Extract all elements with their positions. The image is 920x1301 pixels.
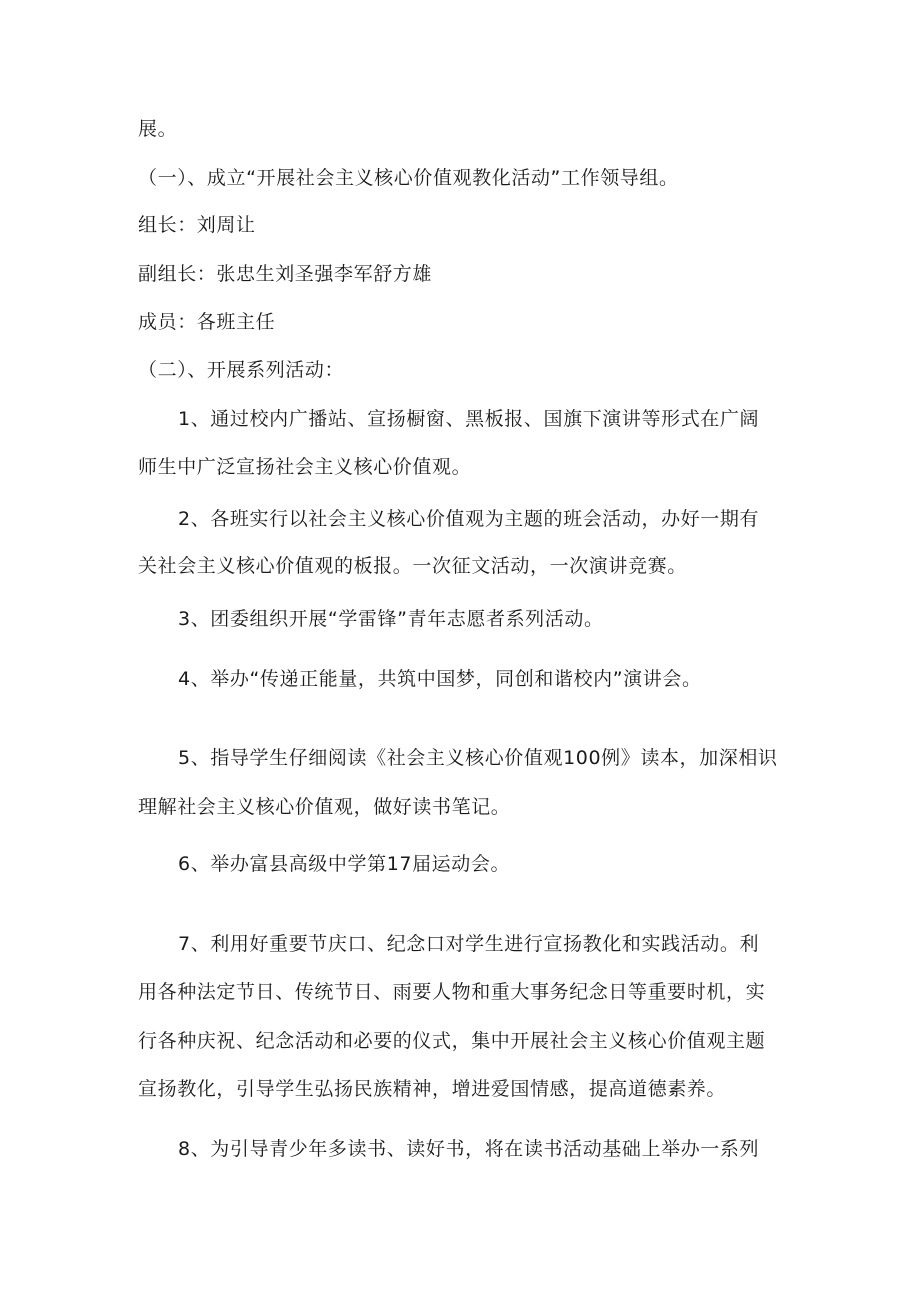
list-item-7-cont-1: 用各种法定节日、传统节日、雨要人物和重大事务纪念日等重要时机，实 (138, 981, 766, 1003)
section-heading-1: （一）、成立“开展社会主义核心价值观教化活动”工作领导组。 (138, 167, 679, 189)
list-item-4: 4、举办“传递正能量，共筑中国梦，同创和谐校内”演讲会。 (178, 668, 702, 690)
list-item-2: 2、各班实行以社会主义核心价值观为主题的班会活动，办好一期有 (178, 508, 760, 530)
list-item-2-cont: 关社会主义核心价值观的板报。一次征文活动，一次演讲竞赛。 (138, 555, 687, 577)
section-heading-2: （二）、开展系列活动： (138, 359, 345, 381)
text-line-deputy-leaders: 副组长：张忠生刘圣强李军舒方雄 (138, 263, 433, 285)
list-item-7-cont-3: 宣扬教化，引导学生弘扬民族精神，增进爱国情感，提高道德素养。 (138, 1078, 727, 1100)
list-item-1-cont: 师生中广泛宣扬社会主义核心价值观。 (138, 456, 472, 478)
list-item-5-cont: 理解社会主义核心价值观，做好读书笔记。 (138, 796, 511, 818)
text-line-members: 成员：各班主任 (138, 311, 276, 333)
list-item-8: 8、为引导青少年多读书、读好书，将在读书活动基础上举办一系列 (178, 1138, 760, 1160)
list-item-7: 7、利用好重要节庆口、纪念口对学生进行宣扬教化和实践活动。利 (178, 933, 760, 955)
list-item-5: 5、指导学生仔细阅读《社会主义核心价值观100例》读本，加深相识 (178, 747, 778, 769)
list-item-6: 6、举办富县高级中学第17届运动会。 (178, 853, 511, 875)
text-line: 展。 (138, 118, 178, 140)
list-item-7-cont-2: 行各种庆祝、纪念活动和必要的仪式，集中开展社会主义核心价值观主题 (138, 1030, 766, 1052)
text-line-leader: 组长：刘周让 (138, 214, 256, 236)
list-item-3: 3、团委组织开展“学雷锋”青年志愿者系列活动。 (178, 608, 604, 630)
list-item-1: 1、通过校内广播站、宣扬橱窗、黑板报、国旗下演讲等形式在广阔 (178, 408, 760, 430)
